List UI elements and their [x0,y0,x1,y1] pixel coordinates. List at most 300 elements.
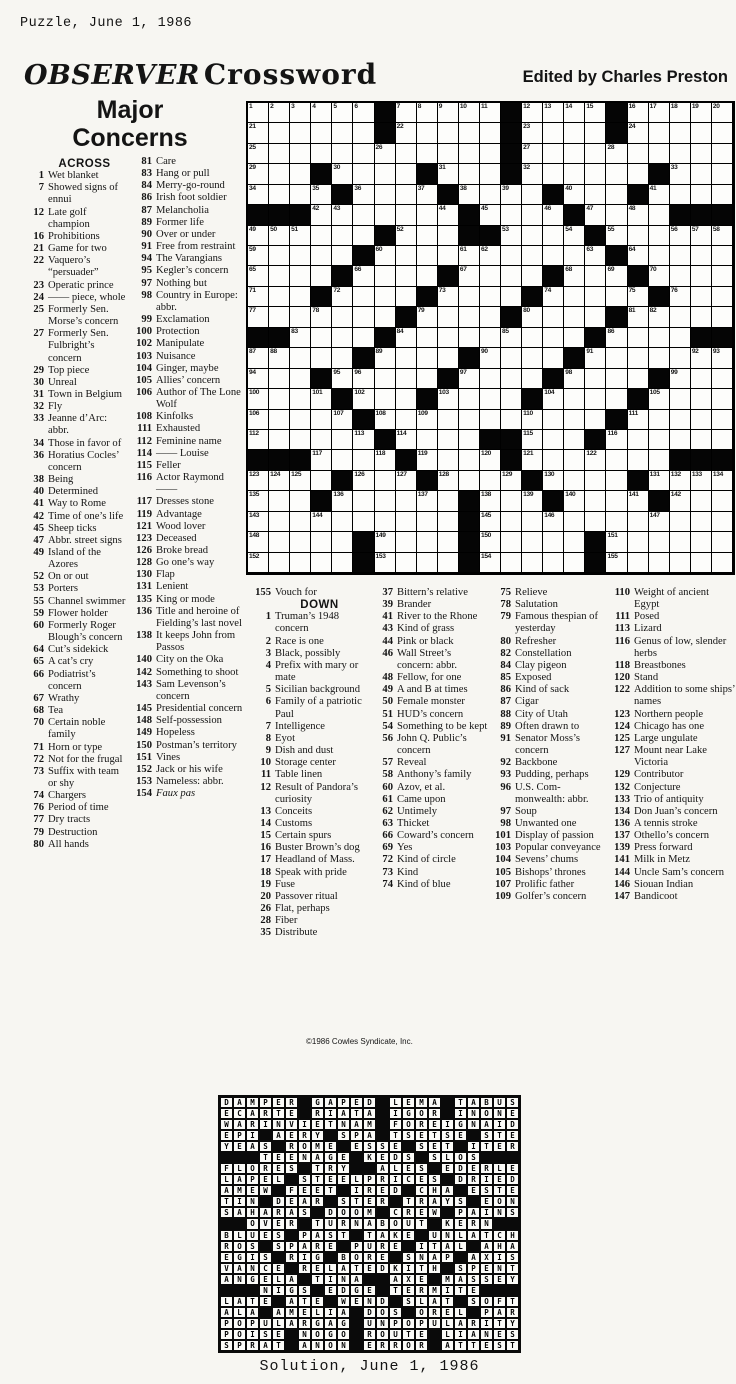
grid-cell[interactable] [269,246,290,266]
grid-cell[interactable] [606,491,627,511]
grid-cell[interactable] [417,328,438,348]
grid-cell[interactable] [628,348,649,368]
grid-cell[interactable] [501,491,522,511]
grid-cell[interactable] [564,389,585,409]
grid-cell[interactable] [332,430,353,450]
grid-cell[interactable] [543,226,564,246]
grid-cell[interactable] [501,389,522,409]
grid-cell[interactable] [712,123,733,143]
grid-cell[interactable] [459,471,480,491]
grid-cell[interactable] [501,553,522,573]
grid-cell[interactable] [522,348,543,368]
grid-cell[interactable] [375,144,396,164]
grid-cell[interactable] [712,266,733,286]
grid-cell[interactable] [522,553,543,573]
grid-cell[interactable] [480,123,501,143]
grid-cell[interactable] [543,144,564,164]
grid-cell[interactable] [290,348,311,368]
grid-cell[interactable] [311,450,332,470]
grid-cell[interactable] [290,410,311,430]
grid-cell[interactable] [670,307,691,327]
grid-cell[interactable] [332,410,353,430]
grid-cell[interactable] [628,430,649,450]
grid-cell[interactable] [543,532,564,552]
grid-cell[interactable] [628,246,649,266]
grid-cell[interactable] [438,389,459,409]
grid-cell[interactable] [290,103,311,123]
grid-cell[interactable] [585,369,606,389]
grid-cell[interactable] [649,450,670,470]
grid-cell[interactable] [353,185,374,205]
grid-cell[interactable] [712,144,733,164]
grid-cell[interactable] [522,307,543,327]
grid-cell[interactable] [585,266,606,286]
grid-cell[interactable] [480,369,501,389]
grid-cell[interactable] [269,226,290,246]
grid-cell[interactable] [396,266,417,286]
grid-cell[interactable] [564,123,585,143]
grid-cell[interactable] [712,491,733,511]
grid-cell[interactable] [311,471,332,491]
grid-cell[interactable] [585,103,606,123]
grid-cell[interactable] [290,532,311,552]
grid-cell[interactable] [606,328,627,348]
grid-cell[interactable] [311,144,332,164]
grid-cell[interactable] [522,369,543,389]
grid-cell[interactable] [522,185,543,205]
grid-cell[interactable] [649,144,670,164]
grid-cell[interactable] [417,450,438,470]
grid-cell[interactable] [417,103,438,123]
grid-cell[interactable] [712,246,733,266]
grid-cell[interactable] [691,348,712,368]
grid-cell[interactable] [248,410,269,430]
grid-cell[interactable] [269,185,290,205]
grid-cell[interactable] [290,123,311,143]
grid-cell[interactable] [691,512,712,532]
grid-cell[interactable] [353,512,374,532]
grid-cell[interactable] [691,532,712,552]
grid-cell[interactable] [480,328,501,348]
grid-cell[interactable] [417,491,438,511]
grid-cell[interactable] [417,144,438,164]
grid-cell[interactable] [332,553,353,573]
grid-cell[interactable] [628,410,649,430]
grid-cell[interactable] [417,348,438,368]
grid-cell[interactable] [459,144,480,164]
grid-cell[interactable] [670,410,691,430]
grid-cell[interactable] [459,410,480,430]
grid-cell[interactable] [712,185,733,205]
grid-cell[interactable] [311,532,332,552]
grid-cell[interactable] [248,389,269,409]
grid-cell[interactable] [353,430,374,450]
grid-cell[interactable] [417,226,438,246]
grid-cell[interactable] [290,266,311,286]
grid-cell[interactable] [311,266,332,286]
grid-cell[interactable] [438,144,459,164]
grid-cell[interactable] [353,266,374,286]
grid-cell[interactable] [712,389,733,409]
grid-cell[interactable] [606,532,627,552]
grid-cell[interactable] [480,553,501,573]
grid-cell[interactable] [396,471,417,491]
grid-cell[interactable] [606,164,627,184]
grid-cell[interactable] [417,553,438,573]
grid-cell[interactable] [522,205,543,225]
grid-cell[interactable] [375,205,396,225]
grid-cell[interactable] [311,226,332,246]
grid-cell[interactable] [269,123,290,143]
grid-cell[interactable] [522,450,543,470]
grid-cell[interactable] [628,144,649,164]
grid-cell[interactable] [543,123,564,143]
grid-cell[interactable] [396,532,417,552]
grid-cell[interactable] [353,123,374,143]
grid-cell[interactable] [269,103,290,123]
grid-cell[interactable] [501,246,522,266]
grid-cell[interactable] [480,471,501,491]
grid-cell[interactable] [649,246,670,266]
grid-cell[interactable] [649,348,670,368]
grid-cell[interactable] [459,307,480,327]
grid-cell[interactable] [606,266,627,286]
grid-cell[interactable] [248,369,269,389]
grid-cell[interactable] [691,307,712,327]
grid-cell[interactable] [628,205,649,225]
grid-cell[interactable] [480,266,501,286]
grid-cell[interactable] [248,532,269,552]
grid-cell[interactable] [606,471,627,491]
grid-cell[interactable] [311,205,332,225]
grid-cell[interactable] [606,348,627,368]
grid-cell[interactable] [480,450,501,470]
grid-cell[interactable] [269,512,290,532]
grid-cell[interactable] [501,532,522,552]
grid-cell[interactable] [459,430,480,450]
grid-cell[interactable] [353,328,374,348]
grid-cell[interactable] [691,164,712,184]
grid-cell[interactable] [670,103,691,123]
grid-cell[interactable] [375,491,396,511]
grid-cell[interactable] [353,307,374,327]
grid-cell[interactable] [417,185,438,205]
grid-cell[interactable] [417,512,438,532]
grid-cell[interactable] [248,164,269,184]
grid-cell[interactable] [501,369,522,389]
grid-cell[interactable] [522,246,543,266]
grid-cell[interactable] [543,430,564,450]
grid-cell[interactable] [606,185,627,205]
grid-cell[interactable] [691,103,712,123]
grid-cell[interactable] [248,471,269,491]
grid-cell[interactable] [543,410,564,430]
grid-cell[interactable] [691,389,712,409]
grid-cell[interactable] [585,450,606,470]
grid-cell[interactable] [501,205,522,225]
grid-cell[interactable] [564,491,585,511]
grid-cell[interactable] [585,246,606,266]
grid-cell[interactable] [606,389,627,409]
grid-cell[interactable] [501,512,522,532]
grid-cell[interactable] [396,103,417,123]
grid-cell[interactable] [712,430,733,450]
grid-cell[interactable] [585,348,606,368]
grid-cell[interactable] [332,123,353,143]
grid-cell[interactable] [396,246,417,266]
grid-cell[interactable] [311,307,332,327]
grid-cell[interactable] [606,512,627,532]
grid-cell[interactable] [459,369,480,389]
grid-cell[interactable] [375,389,396,409]
grid-cell[interactable] [417,246,438,266]
grid-cell[interactable] [649,430,670,450]
grid-cell[interactable] [564,226,585,246]
grid-cell[interactable] [459,246,480,266]
grid-cell[interactable] [438,471,459,491]
grid-cell[interactable] [501,410,522,430]
grid-cell[interactable] [585,144,606,164]
grid-cell[interactable] [501,185,522,205]
grid-cell[interactable] [564,410,585,430]
grid-cell[interactable] [269,266,290,286]
grid-cell[interactable] [691,246,712,266]
grid-cell[interactable] [311,553,332,573]
grid-cell[interactable] [332,164,353,184]
grid-cell[interactable] [501,226,522,246]
grid-cell[interactable] [564,266,585,286]
grid-cell[interactable] [290,246,311,266]
grid-cell[interactable] [459,164,480,184]
grid-cell[interactable] [480,410,501,430]
grid-cell[interactable] [543,450,564,470]
grid-cell[interactable] [311,410,332,430]
grid-cell[interactable] [353,389,374,409]
grid-cell[interactable] [417,123,438,143]
grid-cell[interactable] [311,389,332,409]
grid-cell[interactable] [438,348,459,368]
grid-cell[interactable] [375,307,396,327]
grid-cell[interactable] [606,430,627,450]
grid-cell[interactable] [332,512,353,532]
grid-cell[interactable] [628,287,649,307]
grid-cell[interactable] [585,287,606,307]
grid-cell[interactable] [269,471,290,491]
grid-cell[interactable] [396,491,417,511]
grid-cell[interactable] [417,266,438,286]
grid-cell[interactable] [290,389,311,409]
grid-cell[interactable] [543,512,564,532]
grid-cell[interactable] [501,287,522,307]
grid-cell[interactable] [290,430,311,450]
grid-cell[interactable] [269,532,290,552]
grid-cell[interactable] [353,226,374,246]
grid-cell[interactable] [691,287,712,307]
grid-cell[interactable] [396,430,417,450]
grid-cell[interactable] [396,512,417,532]
grid-cell[interactable] [248,123,269,143]
grid-cell[interactable] [564,185,585,205]
grid-cell[interactable] [332,348,353,368]
grid-cell[interactable] [543,246,564,266]
grid-cell[interactable] [332,246,353,266]
grid-cell[interactable] [438,123,459,143]
grid-cell[interactable] [248,430,269,450]
grid-cell[interactable] [649,226,670,246]
grid-cell[interactable] [628,512,649,532]
grid-cell[interactable] [438,246,459,266]
grid-cell[interactable] [248,287,269,307]
grid-cell[interactable] [438,226,459,246]
grid-cell[interactable] [248,103,269,123]
grid-cell[interactable] [522,103,543,123]
grid-cell[interactable] [311,185,332,205]
grid-cell[interactable] [670,266,691,286]
grid-cell[interactable] [248,144,269,164]
grid-cell[interactable] [712,348,733,368]
grid-cell[interactable] [248,185,269,205]
grid-cell[interactable] [375,164,396,184]
grid-cell[interactable] [480,103,501,123]
grid-cell[interactable] [438,164,459,184]
grid-cell[interactable] [438,553,459,573]
grid-cell[interactable] [480,532,501,552]
grid-cell[interactable] [522,328,543,348]
grid-cell[interactable] [480,205,501,225]
grid-cell[interactable] [248,266,269,286]
grid-cell[interactable] [438,307,459,327]
grid-cell[interactable] [712,410,733,430]
grid-cell[interactable] [670,369,691,389]
grid-cell[interactable] [396,348,417,368]
grid-cell[interactable] [670,532,691,552]
grid-cell[interactable] [649,553,670,573]
grid-cell[interactable] [543,307,564,327]
grid-cell[interactable] [290,144,311,164]
grid-cell[interactable] [691,123,712,143]
grid-cell[interactable] [522,144,543,164]
grid-cell[interactable] [522,532,543,552]
grid-cell[interactable] [396,389,417,409]
grid-cell[interactable] [501,328,522,348]
grid-cell[interactable] [438,491,459,511]
grid-cell[interactable] [290,287,311,307]
grid-cell[interactable] [438,328,459,348]
grid-cell[interactable] [438,450,459,470]
grid-cell[interactable] [522,512,543,532]
grid-cell[interactable] [585,389,606,409]
grid-cell[interactable] [522,491,543,511]
grid-cell[interactable] [269,369,290,389]
grid-cell[interactable] [564,307,585,327]
grid-cell[interactable] [670,185,691,205]
grid-cell[interactable] [480,144,501,164]
grid-cell[interactable] [375,532,396,552]
grid-cell[interactable] [396,144,417,164]
grid-cell[interactable] [438,532,459,552]
grid-cell[interactable] [585,123,606,143]
grid-cell[interactable] [522,164,543,184]
grid-cell[interactable] [649,266,670,286]
grid-cell[interactable] [353,103,374,123]
grid-cell[interactable] [564,328,585,348]
grid-cell[interactable] [543,553,564,573]
grid-cell[interactable] [628,226,649,246]
grid-cell[interactable] [311,430,332,450]
grid-cell[interactable] [649,389,670,409]
grid-cell[interactable] [353,471,374,491]
grid-cell[interactable] [459,287,480,307]
grid-cell[interactable] [564,144,585,164]
grid-cell[interactable] [353,144,374,164]
grid-cell[interactable] [564,369,585,389]
grid-cell[interactable] [649,328,670,348]
grid-cell[interactable] [606,226,627,246]
grid-cell[interactable] [564,532,585,552]
grid-cell[interactable] [649,471,670,491]
grid-cell[interactable] [480,164,501,184]
grid-cell[interactable] [311,246,332,266]
grid-cell[interactable] [691,144,712,164]
grid-cell[interactable] [691,185,712,205]
grid-cell[interactable] [585,410,606,430]
grid-cell[interactable] [712,287,733,307]
grid-cell[interactable] [649,532,670,552]
grid-cell[interactable] [396,410,417,430]
grid-cell[interactable] [459,103,480,123]
grid-cell[interactable] [670,491,691,511]
grid-cell[interactable] [564,430,585,450]
grid-cell[interactable] [248,226,269,246]
grid-cell[interactable] [396,123,417,143]
grid-cell[interactable] [417,430,438,450]
grid-cell[interactable] [606,287,627,307]
grid-cell[interactable] [459,328,480,348]
grid-cell[interactable] [670,389,691,409]
grid-cell[interactable] [670,430,691,450]
grid-cell[interactable] [332,328,353,348]
grid-cell[interactable] [396,185,417,205]
grid-cell[interactable] [712,226,733,246]
grid-cell[interactable] [375,450,396,470]
grid-cell[interactable] [670,512,691,532]
grid-cell[interactable] [417,532,438,552]
grid-cell[interactable] [248,348,269,368]
grid-cell[interactable] [649,512,670,532]
grid-cell[interactable] [396,205,417,225]
grid-cell[interactable] [522,430,543,450]
grid-cell[interactable] [670,471,691,491]
grid-cell[interactable] [375,246,396,266]
grid-cell[interactable] [628,553,649,573]
grid-cell[interactable] [459,389,480,409]
grid-cell[interactable] [269,164,290,184]
grid-cell[interactable] [375,266,396,286]
grid-cell[interactable] [290,553,311,573]
grid-cell[interactable] [670,287,691,307]
grid-cell[interactable] [691,266,712,286]
grid-cell[interactable] [480,389,501,409]
grid-cell[interactable] [501,348,522,368]
grid-cell[interactable] [332,307,353,327]
grid-cell[interactable] [628,164,649,184]
grid-cell[interactable] [269,287,290,307]
grid-cell[interactable] [691,491,712,511]
grid-cell[interactable] [564,246,585,266]
grid-cell[interactable] [248,491,269,511]
grid-cell[interactable] [375,348,396,368]
grid-cell[interactable] [670,164,691,184]
